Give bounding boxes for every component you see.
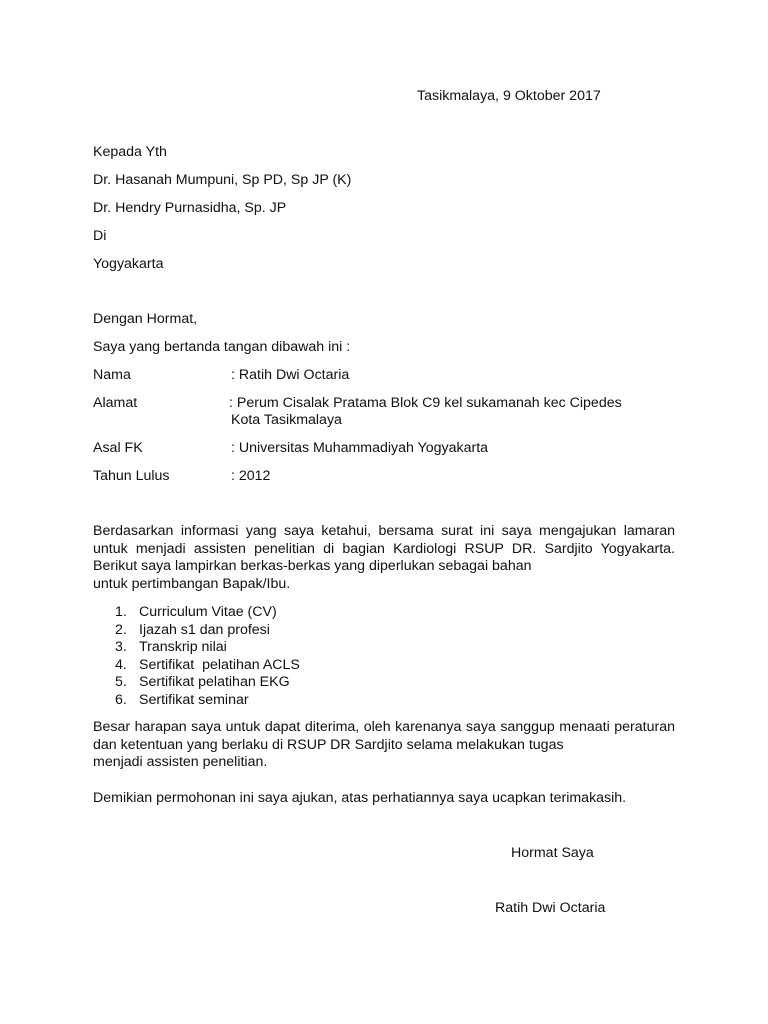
closing-phrase: Hormat Saya (511, 845, 594, 861)
recipient-preposition: Di (93, 228, 107, 244)
list-item-number: 4. (115, 656, 127, 673)
list-item (93, 639, 300, 657)
attachment-list (93, 604, 300, 710)
list-item (93, 657, 300, 675)
paragraph-application-body: Berdasarkan informasi yang saya ketahui, bersama surat ini saya mengajukan lamaran untuk menjadi assisten penelitian di bagian Kardiologi RSUP DR. Sardjito Yogyakarta. Berikut saya lampirkan berkas-berkas yang diperlukan sebagai bahan (93, 523, 675, 574)
recipient-name-2: Dr. Hendry Purnasidha, Sp. JP (93, 200, 287, 216)
letter-date: Tasikmalaya, 9 Oktober 2017 (417, 88, 601, 104)
field-value-alamat: : Perum Cisalak Pratama Blok C9 kel sukamanah kec Cipedes (229, 395, 622, 411)
list-item-number: 5. (115, 674, 127, 691)
signatory-name: Ratih Dwi Octaria (495, 900, 606, 916)
field-value-tahun-lulus: : 2012 (231, 468, 271, 484)
list-item-number: 1. (115, 604, 127, 620)
paragraph-hope-body: Besar harapan saya untuk dapat diterima, oleh karenanya saya sanggup menaati peraturan dan ketentuan yang berlaku di RSUP DR Sardjito selama melakukan tugas (93, 719, 675, 753)
field-label-nama: Nama (93, 367, 131, 383)
list-item (93, 622, 300, 640)
field-value-asal-fk: : Universitas Muhammadiyah Yogyakarta (231, 440, 489, 456)
list-item (93, 692, 300, 710)
paragraph-application-last: untuk pertimbangan Bapak/Ibu. (93, 575, 291, 592)
field-label-tahun-lulus: Tahun Lulus (93, 468, 170, 484)
field-value-nama: : Ratih Dwi Octaria (231, 367, 350, 383)
list-item-text: Sertifikat pelatihan EKG (139, 674, 290, 691)
field-label-alamat: Alamat (93, 395, 138, 411)
recipient-city: Yogyakarta (93, 256, 164, 272)
list-item-number: 6. (115, 691, 127, 708)
field-value-alamat-cont: Kota Tasikmalaya (231, 412, 342, 428)
intro-line: Saya yang bertanda tangan dibawah ini : (93, 339, 351, 355)
recipient-salutation: Kepada Yth (93, 144, 167, 160)
list-item-text: Sertifikat pelatihan ACLS (139, 656, 300, 673)
paragraph-hope (93, 719, 675, 772)
list-item-text: Curriculum Vitae (CV) (139, 604, 277, 620)
list-item (93, 604, 300, 622)
paragraph-closing: Demikian permohonan ini saya ajukan, atas perhatiannya saya ucapkan terimakasih. (93, 790, 627, 806)
list-item-number: 2. (115, 621, 127, 638)
paragraph-hope-last: menjadi assisten penelitian. (93, 754, 268, 770)
recipient-name-1: Dr. Hasanah Mumpuni, Sp PD, Sp JP (K) (93, 172, 352, 188)
field-label-asal-fk: Asal FK (93, 440, 143, 456)
list-item-text: Ijazah s1 dan profesi (139, 621, 270, 638)
greeting: Dengan Hormat, (93, 311, 198, 327)
list-item-number: 3. (115, 639, 127, 656)
list-item-text: Transkrip nilai (139, 639, 227, 656)
list-item-text: Sertifikat seminar (139, 691, 249, 708)
paragraph-application (93, 523, 675, 593)
list-item (93, 674, 300, 692)
